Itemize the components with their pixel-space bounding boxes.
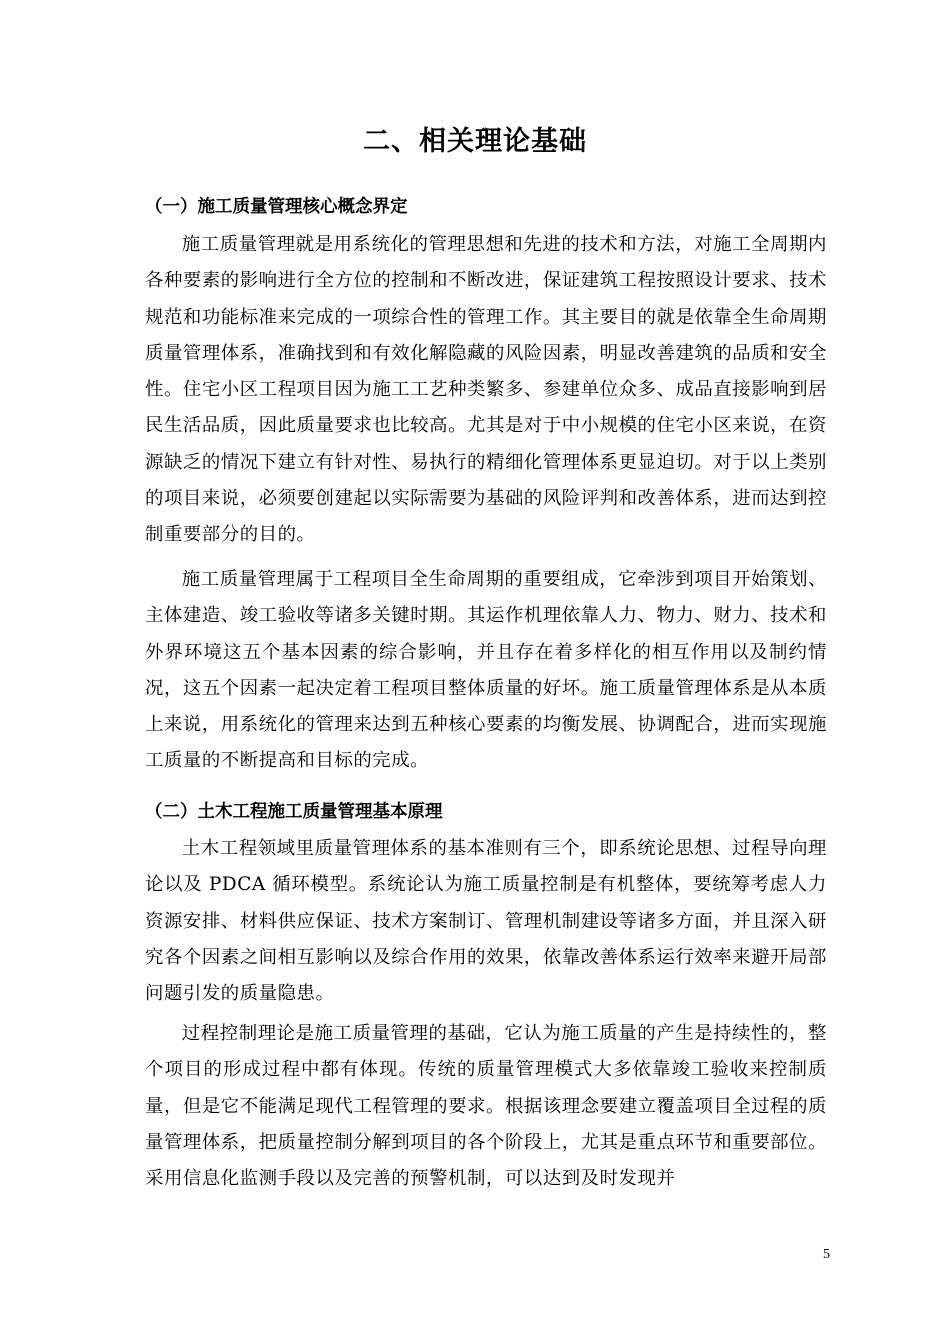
paragraph-3: 土木工程领域里质量管理体系的基本准则有三个，即系统论思想、过程导向理论以及 PDCA 循环模型。系统论认为施工质量控制是有机整体，要统筹考虑人力资源安排、材料供应保证、技术方案制订、管理机制建设等诸多方面，并且深入研究各个因素之间相互影响以及综合作用的效果，依靠改善体系运行效率来避开局部问题引发的质量隐患。	[145, 838, 827, 1005]
section-heading-1: （一）施工质量管理核心概念界定	[145, 197, 408, 217]
paragraph-4: 过程控制理论是施工质量管理的基础，它认为施工质量的产生是持续性的，整个项目的形成过程中都有体现。传统的质量管理模式大多依靠竣工验收来控制质量，但是它不能满足现代工程管理的要求。根据该理念要建立覆盖项目全过程的质量管理体系，把质量控制分解到项目的各个阶段上，尤其是重点环节和重要部位。采用信息化监测手段以及完善的预警机制，可以达到及时发现并	[145, 1023, 827, 1190]
page-number: 5	[823, 1247, 830, 1262]
paragraph-2: 施工质量管理属于工程项目全生命周期的重要组成，它牵涉到项目开始策划、主体建造、竣工验收等诸多关键时期。其运作机理依靠人力、物力、财力、技术和外界环境这五个基本因素的综合影响，并且存在着多样化的相互作用以及制约情况，这五个因素一起决定着工程项目整体质量的好坏。施工质量管理体系是从本质上来说，用系统化的管理来达到五种核心要素的均衡发展、协调配合，进而实现施工质量的不断提高和目标的完成。	[145, 569, 827, 772]
section-heading-2: （二）土木工程施工质量管理基本原理	[145, 802, 443, 822]
chapter-title: 二、相关理论基础	[363, 126, 587, 157]
paragraph-1: 施工质量管理就是用系统化的管理思想和先进的技术和方法，对施工全周期内各种要素的影响进行全方位的控制和不断改进，保证建筑工程按照设计要求、技术规范和功能标准来完成的一项综合性的管理工作。其主要目的就是依靠全生命周期质量管理体系，准确找到和有效化解隐藏的风险因素，明显改善建筑的品质和安全性。住宅小区工程项目因为施工工艺种类繁多、参建单位众多、成品直接影响到居民生活品质，因此质量要求也比较高。尤其是对于中小规模的住宅小区来说，在资源缺乏的情况下建立有针对性、易执行的精细化管理体系更显迫切。对于以上类别的项目来说，必须要创建起以实际需要为基础的风险评判和改善体系，进而达到控制重要部分的目的。	[145, 234, 827, 546]
